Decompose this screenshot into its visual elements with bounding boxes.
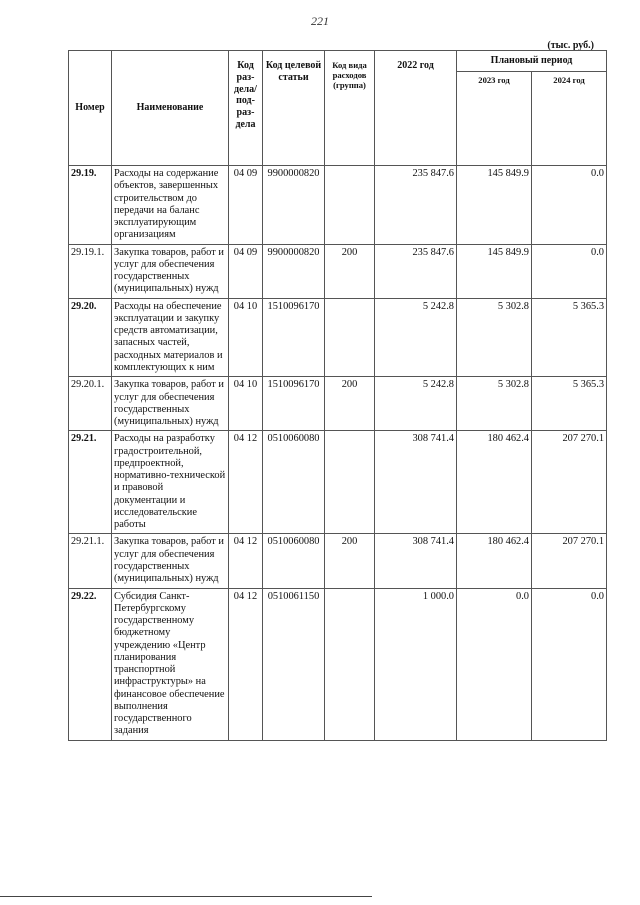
row-expense-type <box>325 588 375 740</box>
table-row <box>69 588 607 740</box>
units-label: (тыс. руб.) <box>547 40 594 51</box>
row-value-2024: 207 270.1 <box>532 431 607 534</box>
row-number: 29.21. <box>69 431 112 534</box>
row-value-2022: 235 847.6 <box>375 244 457 298</box>
row-expense-type <box>325 166 375 245</box>
row-section-code: 04 10 <box>229 377 263 431</box>
table-row <box>69 377 607 431</box>
row-expense-type <box>325 431 375 534</box>
row-section-code: 04 12 <box>229 588 263 740</box>
row-target-code: 0510061150 <box>263 588 325 740</box>
row-value-2023: 0.0 <box>457 588 532 740</box>
row-target-code: 9900000820 <box>263 166 325 245</box>
row-name: Расходы на обеспечение эксплуатации и закупку средств автоматизации, запасных частей, расходных материалов и комплектующих к ним <box>112 298 229 377</box>
header-year-2024: 2024 год <box>532 72 607 166</box>
row-value-2023: 5 302.8 <box>457 377 532 431</box>
row-number: 29.19.1. <box>69 244 112 298</box>
row-value-2023: 5 302.8 <box>457 298 532 377</box>
header-number: Номер <box>69 51 112 166</box>
row-value-2024: 5 365.3 <box>532 377 607 431</box>
row-number: 29.20.1. <box>69 377 112 431</box>
row-value-2023: 180 462.4 <box>457 431 532 534</box>
table-header <box>69 51 607 166</box>
row-value-2024: 0.0 <box>532 588 607 740</box>
row-name: Закупка товаров, работ и услуг для обеспечения государственных (муниципальных) нужд <box>112 244 229 298</box>
row-name: Расходы на разработку градостроительной, предпроектной, нормативно-технической и правовой документации и исследовательские работы <box>112 431 229 534</box>
row-value-2024: 0.0 <box>532 244 607 298</box>
row-value-2022: 308 741.4 <box>375 431 457 534</box>
row-target-code: 0510060080 <box>263 534 325 588</box>
row-number: 29.19. <box>69 166 112 245</box>
row-expense-type: 200 <box>325 377 375 431</box>
row-target-code: 1510096170 <box>263 298 325 377</box>
table-row <box>69 244 607 298</box>
row-name: Закупка товаров, работ и услуг для обеспечения государственных (муниципальных) нужд <box>112 534 229 588</box>
header-section-code: Код раз- дела/ под- раз- дела <box>229 51 263 166</box>
row-value-2022: 308 741.4 <box>375 534 457 588</box>
header-year-2023: 2023 год <box>457 72 532 166</box>
row-expense-type <box>325 298 375 377</box>
row-value-2022: 235 847.6 <box>375 166 457 245</box>
row-value-2024: 0.0 <box>532 166 607 245</box>
row-value-2022: 5 242.8 <box>375 298 457 377</box>
row-value-2022: 5 242.8 <box>375 377 457 431</box>
row-number: 29.22. <box>69 588 112 740</box>
row-value-2022: 1 000.0 <box>375 588 457 740</box>
row-expense-type: 200 <box>325 534 375 588</box>
row-target-code: 9900000820 <box>263 244 325 298</box>
row-target-code: 0510060080 <box>263 431 325 534</box>
row-name: Закупка товаров, работ и услуг для обеспечения государственных (муниципальных) нужд <box>112 377 229 431</box>
table-row <box>69 166 607 245</box>
table-row <box>69 431 607 534</box>
page-number: 221 <box>311 14 329 28</box>
row-name: Субсидия Санкт-Петербургскому государственному бюджетному учреждению «Центр планирования транспортной инфраструктуры» на финансовое обеспечение выполнения государственного задания <box>112 588 229 740</box>
row-expense-type: 200 <box>325 244 375 298</box>
header-year-2022: 2022 год <box>375 51 457 166</box>
header-expense-type-code: Код вида расходов (группа) <box>325 51 375 166</box>
header-target-code: Код целевой статьи <box>263 51 325 166</box>
row-value-2023: 180 462.4 <box>457 534 532 588</box>
row-target-code: 1510096170 <box>263 377 325 431</box>
footer-divider <box>0 896 372 897</box>
header-planning-period: Плановый период <box>457 51 607 72</box>
table-body <box>69 166 607 741</box>
row-value-2024: 5 365.3 <box>532 298 607 377</box>
header-name: Наименование <box>112 51 229 166</box>
row-section-code: 04 10 <box>229 298 263 377</box>
row-section-code: 04 09 <box>229 166 263 245</box>
table-row <box>69 298 607 377</box>
table-row <box>69 534 607 588</box>
row-section-code: 04 12 <box>229 431 263 534</box>
row-section-code: 04 09 <box>229 244 263 298</box>
row-number: 29.21.1. <box>69 534 112 588</box>
row-value-2023: 145 849.9 <box>457 244 532 298</box>
row-value-2024: 207 270.1 <box>532 534 607 588</box>
row-value-2023: 145 849.9 <box>457 166 532 245</box>
row-name: Расходы на содержание объектов, завершенных строительством до передачи на баланс эксплуатирующим организациям <box>112 166 229 245</box>
row-number: 29.20. <box>69 298 112 377</box>
row-section-code: 04 12 <box>229 534 263 588</box>
budget-table-container <box>68 50 606 741</box>
budget-table <box>68 50 607 741</box>
